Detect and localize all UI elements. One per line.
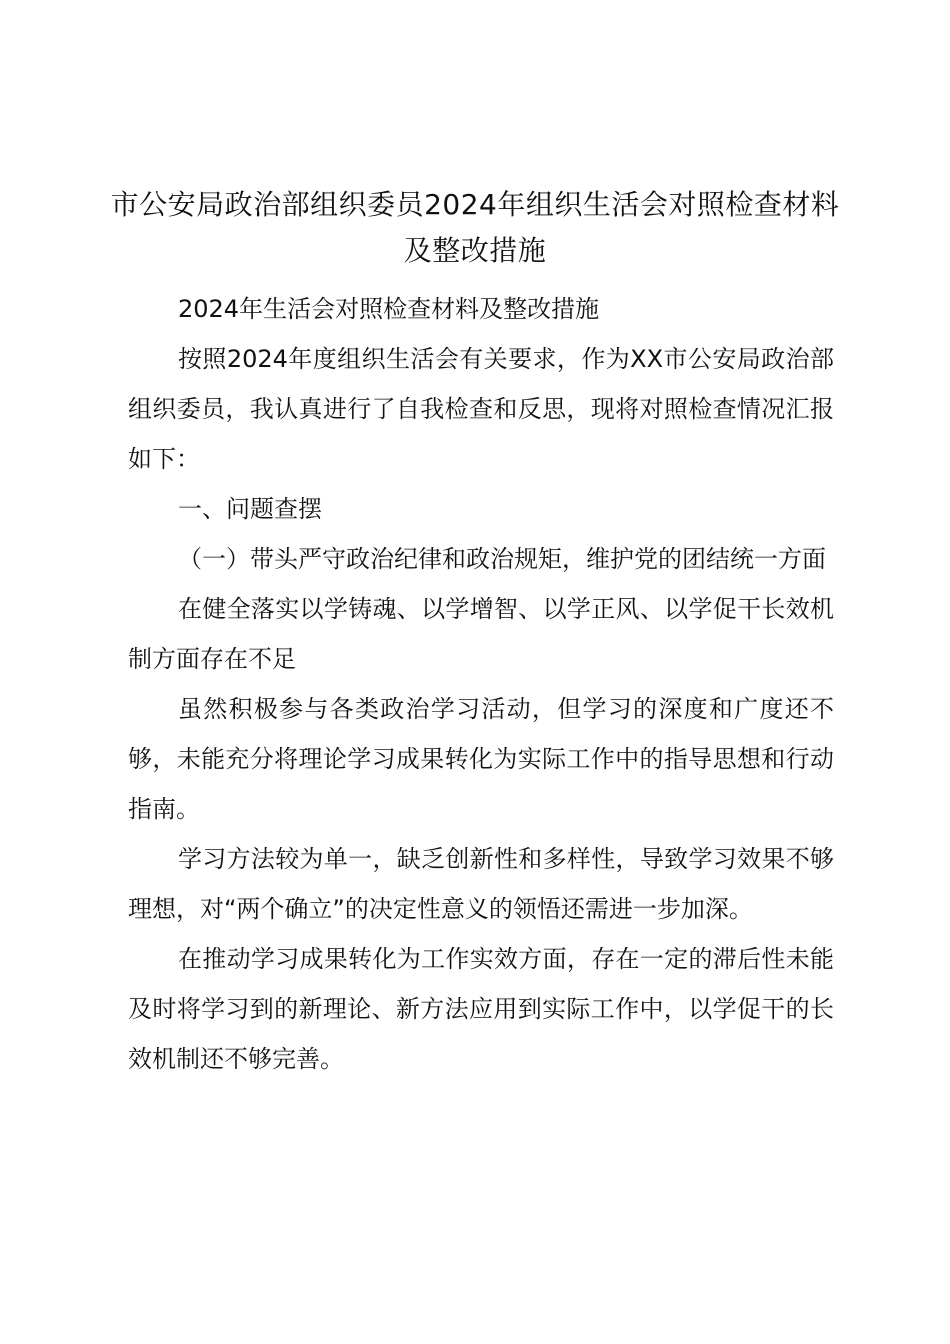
intro-paragraph: 按照2024年度组织生活会有关要求，作为XX市公安局政治部组织委员，我认真进行了自我检查和反思，现将对照检查情况汇报如下： — [128, 345, 834, 473]
document-body — [128, 284, 834, 1084]
section-heading: 一、问题查摆 — [178, 495, 322, 523]
document-title: 市公安局政治部组织委员2024年组织生活会对照检查材料及整改措施 — [110, 188, 840, 267]
body-paragraph: 在推动学习成果转化为工作实效方面，存在一定的滞后性未能及时将学习到的新理论、新方法应用到实际工作中，以学促干的长效机制还不够完善。 — [128, 945, 834, 1073]
issue-heading: 在健全落实以学铸魂、以学增智、以学正风、以学促干长效机制方面存在不足 — [128, 595, 834, 673]
subtitle-paragraph: 2024年生活会对照检查材料及整改措施 — [178, 295, 600, 323]
body-paragraph: 虽然积极参与各类政治学习活动，但学习的深度和广度还不够，未能充分将理论学习成果转化为实际工作中的指导思想和行动指南。 — [128, 695, 834, 823]
subsection-heading: （一）带头严守政治纪律和政治规矩，维护党的团结统一方面 — [178, 545, 826, 573]
body-paragraph: 学习方法较为单一，缺乏创新性和多样性，导致学习效果不够理想，对“两个确立”的决定性意义的领悟还需进一步加深。 — [128, 845, 834, 923]
